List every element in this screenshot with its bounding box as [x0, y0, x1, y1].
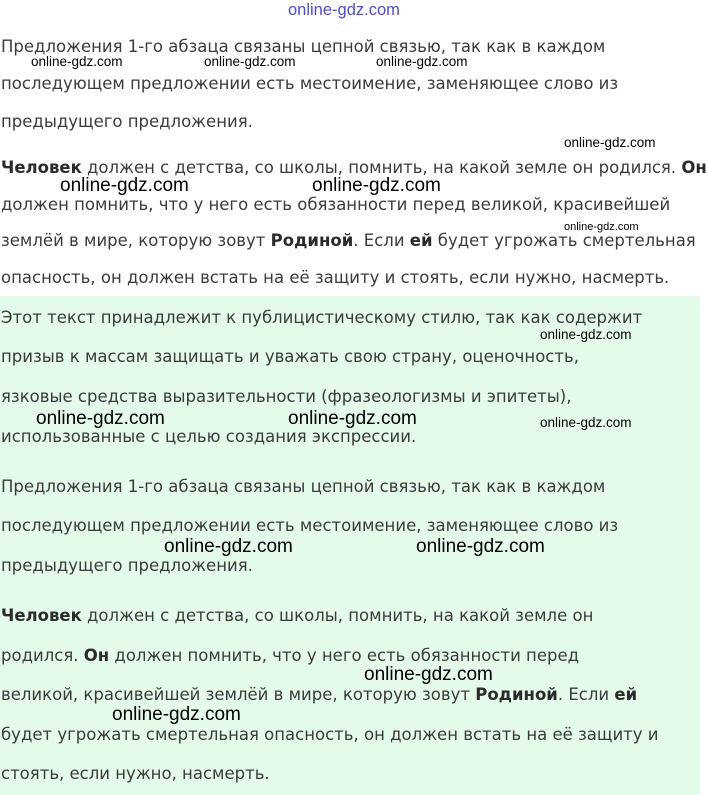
text-line: стоять, если нужно, насмерть. [1, 764, 270, 783]
text-line: Человек должен с детства, со школы, помнить, на какой земле он родился. Он [1, 158, 707, 177]
bold-word: ей [614, 685, 638, 704]
text-line: Человек должен с детства, со школы, помнить, на какой земле он [1, 606, 594, 625]
bold-word: Человек [1, 606, 82, 625]
watermark: online-gdz.com [364, 664, 493, 685]
watermark: online-gdz.com [31, 54, 123, 69]
watermark: online-gdz.com [288, 408, 417, 429]
watermark: online-gdz.com [540, 415, 632, 430]
text-line: Этот текст принадлежит к публицистическому стилю, так как содержит [1, 308, 643, 327]
text-line: предыдущего предложения. [1, 112, 253, 131]
watermark: online-gdz.com [540, 327, 632, 342]
watermark: online-gdz.com [164, 536, 293, 557]
bold-word: Человек [1, 158, 82, 177]
text-line: последующем предложении есть местоимение, заменяющее слово из [1, 74, 619, 93]
text-line: язковые средства выразительности (фразеологизмы и эпитеты), [1, 387, 572, 406]
bold-word: ей [409, 231, 433, 250]
watermark: online-gdz.com [376, 54, 468, 69]
bold-word: Он [681, 158, 707, 177]
watermark: online-gdz.com [112, 704, 241, 725]
text-line: великой, красивейшей землёй в мире, которую зовут Родиной. Если ей [1, 685, 638, 704]
watermark: online-gdz.com [564, 135, 656, 150]
watermark: online-gdz.com [416, 536, 545, 557]
bold-word: Родиной [270, 231, 354, 250]
bold-word: Родиной [475, 685, 558, 704]
text-line: призыв к массам защищать и уважать свою страну, оценочность, [1, 347, 579, 366]
text-line: родился. Он должен помнить, что у него есть обязанности перед [1, 646, 580, 665]
watermark: online-gdz.com [36, 408, 165, 429]
green-section [0, 296, 700, 795]
text-line: Предложения 1-го абзаца связаны цепной связью, так как в каждом [1, 477, 606, 496]
bold-word: Он [83, 646, 110, 665]
site-link[interactable]: online-gdz.com [288, 1, 400, 19]
text-line: последующем предложении есть местоимение, заменяющее слово из [1, 516, 619, 535]
text-line: опасность, он должен встать на её защиту и стоять, если нужно, насмерть. [1, 268, 670, 287]
text-line: Предложения 1-го абзаца связаны цепной связью, так как в каждом [1, 37, 606, 56]
text-line: использованные с целью создания экспрессии. [1, 427, 417, 446]
text-line: будет угрожать смертельная опасность, он должен встать на её защиту и [1, 725, 659, 744]
text-line: предыдущего предложения. [1, 556, 253, 575]
watermark: online-gdz.com [564, 221, 639, 233]
text-line: должен помнить, что у него есть обязанности перед великой, красивейшей [1, 195, 671, 214]
watermark: online-gdz.com [312, 175, 441, 196]
text-line: землёй в мире, которую зовут Родиной. Если ей будет угрожать смертельная [1, 231, 696, 250]
watermark: online-gdz.com [60, 175, 189, 196]
watermark: online-gdz.com [204, 54, 296, 69]
